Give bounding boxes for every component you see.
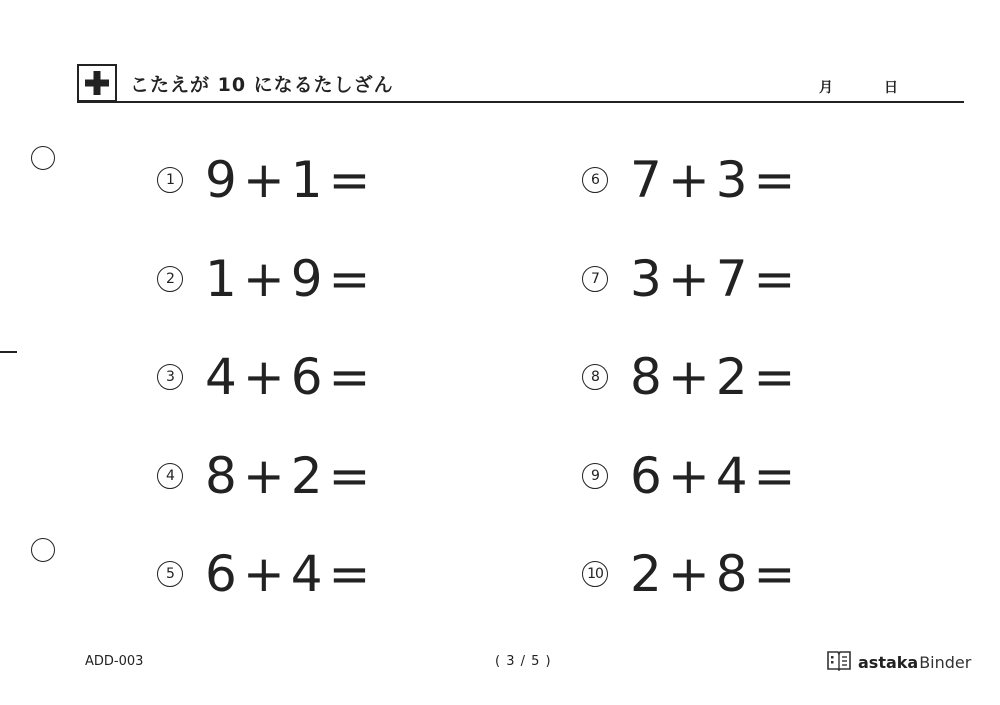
binder-book-icon xyxy=(826,649,852,675)
problem-number: 5 xyxy=(157,561,183,587)
problem-number: 3 xyxy=(157,364,183,390)
problem-number: 1 xyxy=(157,167,183,193)
fold-mark xyxy=(0,351,17,353)
problem-number: 2 xyxy=(157,266,183,292)
binder-hole-top xyxy=(31,146,55,170)
binder-hole-bottom xyxy=(31,538,55,562)
problem-expression: 6 + 4 = xyxy=(630,447,796,505)
problem-expression: 8 + 2 = xyxy=(205,447,371,505)
brand-logo xyxy=(826,650,971,674)
month-label: 月 xyxy=(819,80,833,96)
page-indicator: ( 3 / 5 ) xyxy=(495,654,552,669)
problem-number: 8 xyxy=(582,364,608,390)
problem-expression: 6 + 4 = xyxy=(205,545,371,603)
problem-expression: 4 + 6 = xyxy=(205,348,371,406)
worksheet-code: ADD-003 xyxy=(85,654,144,669)
problem-number: 7 xyxy=(582,266,608,292)
worksheet-title: こたえが 10 になるたしざん xyxy=(130,74,394,96)
header-rule xyxy=(77,101,964,103)
brand-name-bold: astaka xyxy=(858,652,919,672)
problem-number: 10 xyxy=(582,561,608,587)
problem-number: 9 xyxy=(582,463,608,489)
problem-expression: 9 + 1 = xyxy=(205,151,371,209)
problem-expression: 7 + 3 = xyxy=(630,151,796,209)
problem-expression: 8 + 2 = xyxy=(630,348,796,406)
problem-number: 6 xyxy=(582,167,608,193)
day-label: 日 xyxy=(884,80,898,96)
brand-name-light: Binder xyxy=(919,652,972,672)
plus-icon xyxy=(77,64,117,102)
problem-expression: 2 + 8 = xyxy=(630,545,796,603)
problem-expression: 3 + 7 = xyxy=(630,250,796,308)
problem-expression: 1 + 9 = xyxy=(205,250,371,308)
problem-number: 4 xyxy=(157,463,183,489)
